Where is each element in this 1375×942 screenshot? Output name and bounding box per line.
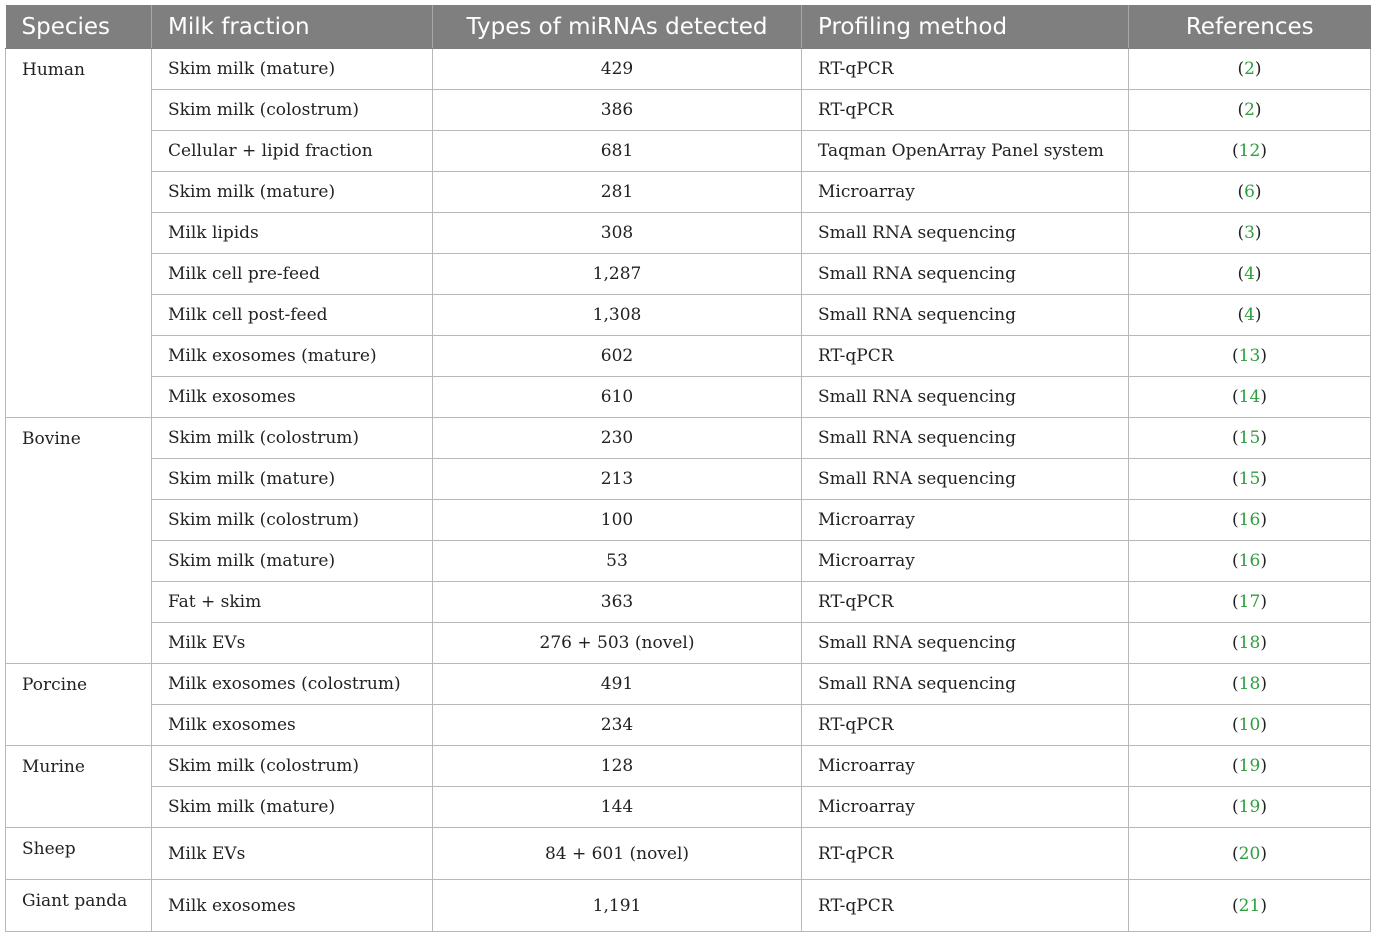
reference-link[interactable]: 16 xyxy=(1238,551,1261,571)
table-row xyxy=(6,828,1371,880)
mirna-count-cell: 281 xyxy=(433,172,802,213)
milk-fraction-cell: Skim milk (mature) xyxy=(152,172,433,213)
table-row xyxy=(6,541,1371,582)
mirna-count-cell: 308 xyxy=(433,213,802,254)
reference-cell xyxy=(1129,336,1371,377)
reference-cell xyxy=(1129,49,1371,90)
profiling-method-cell: Microarray xyxy=(802,541,1129,582)
profiling-method-cell: Small RNA sequencing xyxy=(802,254,1129,295)
mirna-count-cell: 491 xyxy=(433,664,802,705)
reference-open-paren: ( xyxy=(1232,346,1239,366)
table-row xyxy=(6,418,1371,459)
species-cell: Sheep xyxy=(6,828,152,880)
reference-open-paren: ( xyxy=(1237,305,1245,325)
mirna-count-cell: 100 xyxy=(433,500,802,541)
table-row xyxy=(6,787,1371,828)
profiling-method-cell: RT-qPCR xyxy=(802,90,1129,131)
profiling-method-cell: Small RNA sequencing xyxy=(802,623,1129,664)
reference-close-paren: ) xyxy=(1260,633,1267,653)
reference-link[interactable]: 16 xyxy=(1238,510,1261,530)
reference-link[interactable]: 3 xyxy=(1244,223,1255,243)
profiling-method-cell: RT-qPCR xyxy=(802,582,1129,623)
reference-open-paren: ( xyxy=(1237,182,1245,202)
reference-cell xyxy=(1129,746,1371,787)
reference-cell xyxy=(1129,377,1371,418)
species-cell: Human xyxy=(6,49,152,418)
reference-open-paren: ( xyxy=(1232,387,1239,407)
mirna-count-cell: 276 + 503 (novel) xyxy=(433,623,802,664)
reference-close-paren: ) xyxy=(1254,182,1262,202)
milk-fraction-cell: Milk exosomes (mature) xyxy=(152,336,433,377)
reference-close-paren: ) xyxy=(1260,387,1267,407)
profiling-method-cell: RT-qPCR xyxy=(802,49,1129,90)
reference-open-paren: ( xyxy=(1232,895,1239,916)
milk-fraction-cell: Milk exosomes xyxy=(152,880,433,932)
table-row xyxy=(6,880,1371,932)
mirna-count-cell: 234 xyxy=(433,705,802,746)
table-row xyxy=(6,49,1371,90)
reference-close-paren: ) xyxy=(1260,843,1267,864)
profiling-method-cell: RT-qPCR xyxy=(802,828,1129,880)
reference-link[interactable]: 2 xyxy=(1244,59,1255,79)
reference-close-paren: ) xyxy=(1260,428,1267,448)
profiling-method-cell: Microarray xyxy=(802,746,1129,787)
reference-open-paren: ( xyxy=(1232,843,1239,864)
mirna-count-cell: 1,308 xyxy=(433,295,802,336)
profiling-method-cell: Small RNA sequencing xyxy=(802,459,1129,500)
reference-open-paren: ( xyxy=(1232,141,1239,161)
reference-open-paren: ( xyxy=(1232,428,1239,448)
profiling-method-cell: Small RNA sequencing xyxy=(802,664,1129,705)
table-row xyxy=(6,90,1371,131)
reference-close-paren: ) xyxy=(1260,756,1267,776)
table-row xyxy=(6,582,1371,623)
mirna-count-cell: 681 xyxy=(433,131,802,172)
species-cell: Giant panda xyxy=(6,880,152,932)
reference-close-paren: ) xyxy=(1254,305,1262,325)
reference-cell xyxy=(1129,787,1371,828)
milk-fraction-cell: Skim milk (colostrum) xyxy=(152,500,433,541)
reference-close-paren: ) xyxy=(1254,264,1262,284)
table-row xyxy=(6,705,1371,746)
species-cell: Murine xyxy=(6,746,152,828)
profiling-method-cell: RT-qPCR xyxy=(802,336,1129,377)
profiling-method-cell: Microarray xyxy=(802,500,1129,541)
milk-fraction-cell: Skim milk (colostrum) xyxy=(152,418,433,459)
reference-close-paren: ) xyxy=(1260,346,1267,366)
reference-close-paren: ) xyxy=(1260,592,1267,612)
table-body xyxy=(6,49,1371,932)
reference-cell xyxy=(1129,418,1371,459)
reference-cell xyxy=(1129,295,1371,336)
reference-link[interactable]: 6 xyxy=(1244,182,1255,202)
table-row xyxy=(6,459,1371,500)
reference-cell xyxy=(1129,500,1371,541)
reference-link[interactable]: 18 xyxy=(1238,674,1261,694)
reference-open-paren: ( xyxy=(1232,592,1239,612)
reference-cell xyxy=(1129,90,1371,131)
reference-close-paren: ) xyxy=(1260,141,1267,161)
reference-link[interactable]: 4 xyxy=(1244,264,1255,284)
milk-fraction-cell: Milk EVs xyxy=(152,828,433,880)
profiling-method-cell: Taqman OpenArray Panel system xyxy=(802,131,1129,172)
reference-cell xyxy=(1129,541,1371,582)
profiling-method-cell: Small RNA sequencing xyxy=(802,418,1129,459)
mirna-table-container xyxy=(5,5,1370,932)
milk-fraction-cell: Fat + skim xyxy=(152,582,433,623)
reference-link[interactable]: 19 xyxy=(1238,797,1261,817)
reference-link[interactable]: 15 xyxy=(1238,428,1261,448)
milk-fraction-cell: Milk EVs xyxy=(152,623,433,664)
mirna-count-cell: 84 + 601 (novel) xyxy=(433,828,802,880)
mirna-table xyxy=(5,5,1371,932)
mirna-count-cell: 128 xyxy=(433,746,802,787)
reference-link[interactable]: 4 xyxy=(1244,305,1255,325)
mirna-count-cell: 213 xyxy=(433,459,802,500)
reference-open-paren: ( xyxy=(1232,510,1239,530)
table-row xyxy=(6,500,1371,541)
reference-link[interactable]: 19 xyxy=(1238,756,1261,776)
mirna-count-cell: 363 xyxy=(433,582,802,623)
reference-close-paren: ) xyxy=(1254,59,1262,79)
reference-cell xyxy=(1129,705,1371,746)
reference-open-paren: ( xyxy=(1232,715,1239,735)
mirna-count-cell: 1,191 xyxy=(433,880,802,932)
reference-link[interactable]: 21 xyxy=(1238,895,1261,916)
reference-link[interactable]: 10 xyxy=(1238,715,1261,735)
table-row xyxy=(6,746,1371,787)
milk-fraction-cell: Skim milk (mature) xyxy=(152,541,433,582)
profiling-method-cell: RT-qPCR xyxy=(802,880,1129,932)
table-row xyxy=(6,295,1371,336)
header-mirna-types: Types of miRNAs detected xyxy=(433,5,802,49)
reference-open-paren: ( xyxy=(1232,674,1239,694)
species-cell: Bovine xyxy=(6,418,152,664)
mirna-count-cell: 1,287 xyxy=(433,254,802,295)
milk-fraction-cell: Milk cell pre-feed xyxy=(152,254,433,295)
reference-close-paren: ) xyxy=(1260,551,1267,571)
reference-open-paren: ( xyxy=(1232,797,1239,817)
reference-open-paren: ( xyxy=(1237,223,1245,243)
milk-fraction-cell: Skim milk (mature) xyxy=(152,459,433,500)
table-row xyxy=(6,623,1371,664)
table-header xyxy=(6,5,1371,49)
reference-close-paren: ) xyxy=(1260,797,1267,817)
reference-close-paren: ) xyxy=(1260,510,1267,530)
profiling-method-cell: Microarray xyxy=(802,787,1129,828)
table-row xyxy=(6,336,1371,377)
reference-link[interactable]: 18 xyxy=(1238,633,1261,653)
reference-open-paren: ( xyxy=(1237,59,1245,79)
reference-open-paren: ( xyxy=(1237,264,1245,284)
profiling-method-cell: RT-qPCR xyxy=(802,705,1129,746)
reference-link[interactable]: 15 xyxy=(1238,469,1261,489)
reference-cell xyxy=(1129,213,1371,254)
profiling-method-cell: Small RNA sequencing xyxy=(802,213,1129,254)
header-references: References xyxy=(1129,5,1371,49)
mirna-count-cell: 53 xyxy=(433,541,802,582)
profiling-method-cell: Small RNA sequencing xyxy=(802,377,1129,418)
reference-cell xyxy=(1129,664,1371,705)
table-row xyxy=(6,131,1371,172)
table-row xyxy=(6,254,1371,295)
milk-fraction-cell: Skim milk (mature) xyxy=(152,49,433,90)
header-milk-fraction: Milk fraction xyxy=(152,5,433,49)
milk-fraction-cell: Milk exosomes (colostrum) xyxy=(152,664,433,705)
milk-fraction-cell: Skim milk (mature) xyxy=(152,787,433,828)
reference-link[interactable]: 2 xyxy=(1244,100,1255,120)
reference-open-paren: ( xyxy=(1237,100,1245,120)
mirna-count-cell: 429 xyxy=(433,49,802,90)
reference-cell xyxy=(1129,623,1371,664)
species-cell: Porcine xyxy=(6,664,152,746)
mirna-count-cell: 610 xyxy=(433,377,802,418)
milk-fraction-cell: Milk exosomes xyxy=(152,377,433,418)
reference-close-paren: ) xyxy=(1260,715,1267,735)
reference-link[interactable]: 14 xyxy=(1238,387,1261,407)
mirna-count-cell: 386 xyxy=(433,90,802,131)
table-row xyxy=(6,377,1371,418)
reference-close-paren: ) xyxy=(1254,100,1262,120)
reference-close-paren: ) xyxy=(1254,223,1262,243)
milk-fraction-cell: Skim milk (colostrum) xyxy=(152,90,433,131)
milk-fraction-cell: Milk exosomes xyxy=(152,705,433,746)
milk-fraction-cell: Milk cell post-feed xyxy=(152,295,433,336)
reference-open-paren: ( xyxy=(1232,551,1239,571)
reference-cell xyxy=(1129,172,1371,213)
mirna-count-cell: 230 xyxy=(433,418,802,459)
milk-fraction-cell: Milk lipids xyxy=(152,213,433,254)
mirna-count-cell: 602 xyxy=(433,336,802,377)
table-row xyxy=(6,664,1371,705)
reference-open-paren: ( xyxy=(1232,633,1239,653)
reference-close-paren: ) xyxy=(1260,674,1267,694)
reference-cell xyxy=(1129,582,1371,623)
profiling-method-cell: Small RNA sequencing xyxy=(802,295,1129,336)
reference-close-paren: ) xyxy=(1260,469,1267,489)
table-row xyxy=(6,213,1371,254)
reference-cell xyxy=(1129,131,1371,172)
milk-fraction-cell: Cellular + lipid fraction xyxy=(152,131,433,172)
reference-cell xyxy=(1129,880,1371,932)
mirna-count-cell: 144 xyxy=(433,787,802,828)
profiling-method-cell: Microarray xyxy=(802,172,1129,213)
reference-link[interactable]: 12 xyxy=(1238,141,1261,161)
reference-link[interactable]: 17 xyxy=(1238,592,1261,612)
reference-cell xyxy=(1129,828,1371,880)
reference-close-paren: ) xyxy=(1260,895,1267,916)
table-row xyxy=(6,172,1371,213)
reference-link[interactable]: 20 xyxy=(1238,843,1261,864)
header-species: Species xyxy=(6,5,152,49)
reference-cell xyxy=(1129,459,1371,500)
reference-open-paren: ( xyxy=(1232,756,1239,776)
reference-open-paren: ( xyxy=(1232,469,1239,489)
reference-link[interactable]: 13 xyxy=(1238,346,1261,366)
header-row xyxy=(6,5,1371,49)
milk-fraction-cell: Skim milk (colostrum) xyxy=(152,746,433,787)
header-profiling-method: Profiling method xyxy=(802,5,1129,49)
reference-cell xyxy=(1129,254,1371,295)
